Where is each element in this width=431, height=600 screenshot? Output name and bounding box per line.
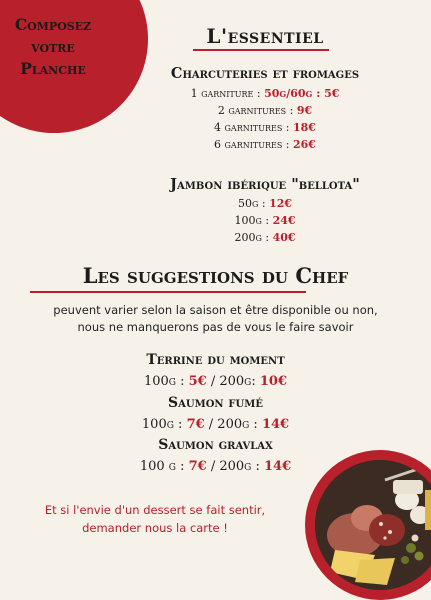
- row-price: 24€: [272, 214, 296, 227]
- price: 10€: [259, 374, 288, 389]
- price-row: [155, 104, 375, 117]
- price-row: [155, 197, 375, 210]
- corner-title: [0, 14, 106, 80]
- qty-label: / 200g:: [206, 374, 260, 389]
- row-price: 40€: [272, 231, 296, 244]
- suggestion-prices: [0, 417, 431, 432]
- corner-title-line: votre: [31, 37, 75, 56]
- suggestion-prices: [0, 374, 431, 389]
- suggestions-intro: nous ne manquerons pas de vous le faire savoir: [77, 320, 354, 334]
- suggestions-heading: Les suggestions du Chef: [82, 263, 349, 288]
- charcuteries-heading: Charcuteries et fromages: [170, 65, 360, 82]
- price-row: [155, 214, 375, 227]
- price: 14€: [261, 417, 290, 432]
- corner-title-line: Planche: [20, 59, 86, 78]
- price-row: [155, 121, 375, 134]
- price: 5€: [188, 374, 207, 389]
- row-price: 18€: [293, 121, 316, 134]
- platter-image: [315, 460, 431, 590]
- suggestions-underline: [30, 291, 306, 293]
- price: 7€: [186, 417, 205, 432]
- price: 7€: [188, 459, 207, 474]
- qty-label: / 200g :: [206, 459, 265, 474]
- row-label: 4 garnitures :: [214, 121, 293, 134]
- price-row: [155, 138, 375, 151]
- row-label: 1 garniture :: [190, 87, 265, 100]
- suggestion-name: Terrine du moment: [146, 352, 285, 368]
- price: 14€: [264, 459, 292, 474]
- essentiel-underline: [193, 49, 329, 51]
- row-price: 26€: [293, 138, 316, 151]
- price-row: [155, 87, 375, 100]
- suggestion-name: Saumon gravlax: [158, 437, 273, 453]
- dessert-note: demander nous la carte !: [82, 521, 228, 535]
- jambon-heading: Jambon ibérique "bellota": [170, 176, 360, 193]
- suggestions-intro: peuvent varier selon la saison et être disponible ou non,: [53, 303, 378, 317]
- dessert-note: Et si l'envie d'un dessert se fait sentir,: [44, 503, 266, 517]
- qty-label: 100 g :: [139, 459, 189, 474]
- suggestion-name: Saumon fumé: [168, 395, 263, 411]
- row-label: 50g :: [237, 197, 270, 210]
- row-label: 6 garnitures :: [214, 138, 293, 151]
- row-label: 200g :: [234, 231, 273, 244]
- price-row: [155, 231, 375, 244]
- row-price: 9€: [296, 104, 313, 117]
- corner-title-line: Composez: [14, 15, 92, 34]
- row-price: 12€: [269, 197, 293, 210]
- qty-label: 100g :: [141, 417, 187, 432]
- row-label: 100g :: [234, 214, 273, 227]
- qty-label: / 200g :: [204, 417, 262, 432]
- platter-illustration: [315, 460, 431, 590]
- qty-label: 100g :: [143, 374, 189, 389]
- row-label: 2 garnitures :: [217, 104, 297, 117]
- essentiel-heading: L'essentiel: [206, 24, 324, 48]
- row-price: 50g/60g : 5€: [264, 87, 340, 100]
